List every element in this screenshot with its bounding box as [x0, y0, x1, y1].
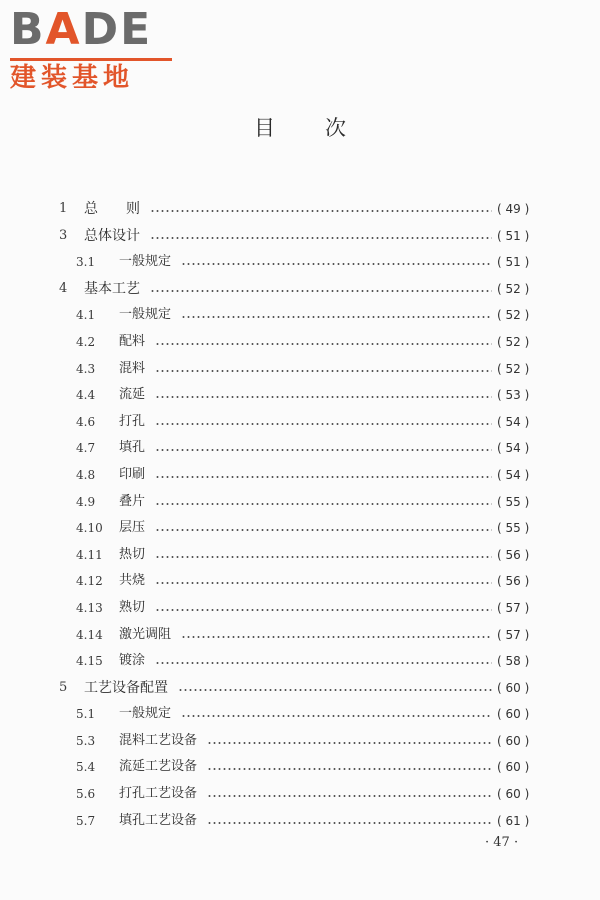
toc-entry[interactable] [0, 781, 600, 808]
toc-entry-title: 混料工艺设备 [119, 732, 198, 748]
toc-entry-number: 5.4 [76, 760, 96, 775]
toc-entry-title: 镀涂 [119, 653, 146, 669]
toc-entry[interactable] [0, 622, 600, 649]
toc-entry-title: 混料 [119, 360, 146, 376]
toc-entry[interactable] [0, 462, 600, 489]
toc-leader-dots [155, 423, 492, 425]
toc-entry-title: 打孔工艺设备 [119, 786, 198, 802]
toc-entry-page: ( 57 ) [497, 600, 530, 615]
toc-entry-page: ( 56 ) [497, 574, 530, 589]
toc-entry-number: 4.7 [76, 441, 96, 456]
toc-entry-number: 5.3 [76, 733, 96, 748]
toc-entry-number: 4.6 [76, 414, 96, 429]
toc-leader-dots [155, 503, 492, 505]
toc-leader-dots [207, 768, 492, 770]
toc-entry-title: 工艺设备配置 [84, 679, 168, 696]
toc-entry-title: 熟切 [119, 599, 146, 615]
toc-entry-title: 填孔 [119, 440, 146, 456]
toc-entry-page: ( 52 ) [497, 361, 530, 376]
toc-entry-page: ( 57 ) [497, 627, 530, 642]
toc-leader-dots [207, 742, 492, 744]
toc-leader-dots [155, 370, 492, 372]
toc-leader-dots [181, 715, 492, 717]
toc-entry[interactable] [0, 489, 600, 516]
toc-leader-dots [155, 556, 492, 558]
toc-entry-title: 打孔 [119, 413, 146, 429]
toc-entry[interactable] [0, 435, 600, 462]
toc-entry-title: 配料 [119, 333, 146, 349]
toc-entry-title: 基本工艺 [84, 280, 140, 297]
toc-entry[interactable] [0, 409, 600, 436]
toc-entry[interactable] [0, 728, 600, 755]
toc-entry-page: ( 52 ) [497, 334, 530, 349]
toc-entry-page: ( 60 ) [497, 680, 530, 695]
toc-entry-page: ( 60 ) [497, 733, 530, 748]
toc-entry[interactable] [0, 276, 600, 303]
toc-leader-dots [181, 263, 492, 265]
toc-leader-dots [150, 290, 492, 292]
toc-leader-dots [178, 689, 492, 691]
toc-leader-dots [181, 316, 492, 318]
toc-leader-dots [155, 662, 492, 664]
toc-entry-number: 4.4 [76, 388, 96, 403]
toc-entry[interactable] [0, 542, 600, 569]
bade-logo [10, 6, 180, 92]
toc-entry-page: ( 52 ) [497, 281, 530, 296]
logo-subtitle: 建装基地 [10, 63, 135, 93]
toc-entry[interactable] [0, 568, 600, 595]
toc-entry-page: ( 61 ) [497, 813, 530, 828]
table-of-contents [0, 196, 600, 834]
logo-rule [10, 58, 172, 61]
toc-leader-dots [155, 582, 492, 584]
toc-entry-title: 一般规定 [119, 307, 172, 323]
toc-entry-title: 叠片 [119, 493, 146, 509]
toc-entry[interactable] [0, 196, 600, 223]
toc-entry-number: 5.1 [76, 707, 96, 722]
toc-leader-dots [155, 396, 492, 398]
page-title: 目次 [254, 116, 396, 140]
toc-entry-number: 4.10 [76, 521, 103, 536]
toc-entry-page: ( 58 ) [497, 654, 530, 669]
toc-leader-dots [207, 822, 492, 824]
toc-entry-number: 4 [59, 280, 68, 296]
toc-entry-page: ( 54 ) [497, 414, 530, 429]
toc-entry-page: ( 51 ) [497, 255, 530, 270]
toc-entry-page: ( 49 ) [497, 202, 530, 216]
toc-entry-number: 4.12 [76, 574, 103, 589]
toc-entry-title: 共烧 [119, 573, 146, 589]
toc-leader-dots [150, 237, 492, 239]
toc-entry[interactable] [0, 595, 600, 622]
toc-entry-title: 总 则 [84, 201, 140, 217]
toc-entry-title: 流延 [119, 387, 146, 403]
toc-entry-number: 4.3 [76, 361, 96, 376]
toc-entry-number: 1 [59, 201, 68, 216]
toc-entry[interactable] [0, 329, 600, 356]
toc-entry[interactable] [0, 382, 600, 409]
toc-entry-title: 流延工艺设备 [119, 759, 198, 775]
toc-entry[interactable] [0, 701, 600, 728]
toc-entry-page: ( 51 ) [497, 228, 530, 243]
toc-entry-number: 4.2 [76, 334, 96, 349]
toc-entry-page: ( 60 ) [497, 707, 530, 722]
toc-entry-number: 4.11 [76, 547, 103, 562]
toc-entry-number: 4.15 [76, 654, 103, 669]
toc-entry-page: ( 56 ) [497, 547, 530, 562]
toc-entry[interactable] [0, 648, 600, 675]
toc-entry[interactable] [0, 356, 600, 383]
toc-entry-title: 一般规定 [119, 254, 172, 270]
toc-entry[interactable] [0, 249, 600, 276]
toc-leader-dots [150, 210, 492, 212]
logo-wordmark: BADE [10, 4, 153, 55]
toc-entry[interactable] [0, 302, 600, 329]
toc-entry-number: 5.7 [76, 813, 96, 828]
toc-entry-page: ( 54 ) [497, 441, 530, 456]
toc-entry-title: 层压 [119, 520, 146, 536]
toc-entry-title: 激光调阻 [119, 626, 172, 642]
toc-entry-page: ( 54 ) [497, 467, 530, 482]
toc-entry-title: 一般规定 [119, 706, 172, 722]
toc-entry[interactable] [0, 808, 600, 835]
toc-entry-page: ( 55 ) [497, 521, 530, 536]
toc-entry-number: 3 [59, 227, 68, 243]
toc-entry[interactable] [0, 754, 600, 781]
toc-entry-page: ( 53 ) [497, 388, 530, 403]
toc-entry[interactable] [0, 675, 600, 702]
toc-entry-title: 总体设计 [84, 227, 140, 244]
toc-entry-number: 5 [59, 679, 68, 695]
toc-leader-dots [155, 529, 492, 531]
toc-entry-title: 填孔工艺设备 [119, 812, 198, 828]
toc-entry-title: 印刷 [119, 466, 146, 482]
toc-entry-number: 4.9 [76, 494, 96, 509]
toc-entry-number: 4.1 [76, 308, 96, 323]
toc-leader-dots [155, 343, 492, 345]
toc-entry-page: ( 60 ) [497, 760, 530, 775]
toc-entry-number: 4.13 [76, 600, 103, 615]
toc-leader-dots [155, 609, 492, 611]
toc-entry-number: 4.14 [76, 627, 103, 642]
toc-entry-number: 4.8 [76, 467, 96, 482]
toc-entry[interactable] [0, 515, 600, 542]
toc-entry-number: 5.6 [76, 787, 96, 802]
toc-entry-title: 热切 [119, 546, 146, 562]
toc-entry-page: ( 55 ) [497, 494, 530, 509]
toc-leader-dots [155, 476, 492, 478]
toc-leader-dots [181, 636, 492, 638]
toc-entry-page: ( 52 ) [497, 308, 530, 323]
toc-entry-number: 3.1 [76, 255, 96, 270]
toc-entry-page: ( 60 ) [497, 787, 530, 802]
toc-leader-dots [155, 449, 492, 451]
toc-leader-dots [207, 795, 492, 797]
page-number: · 47 · [485, 835, 519, 850]
toc-entry[interactable] [0, 223, 600, 250]
